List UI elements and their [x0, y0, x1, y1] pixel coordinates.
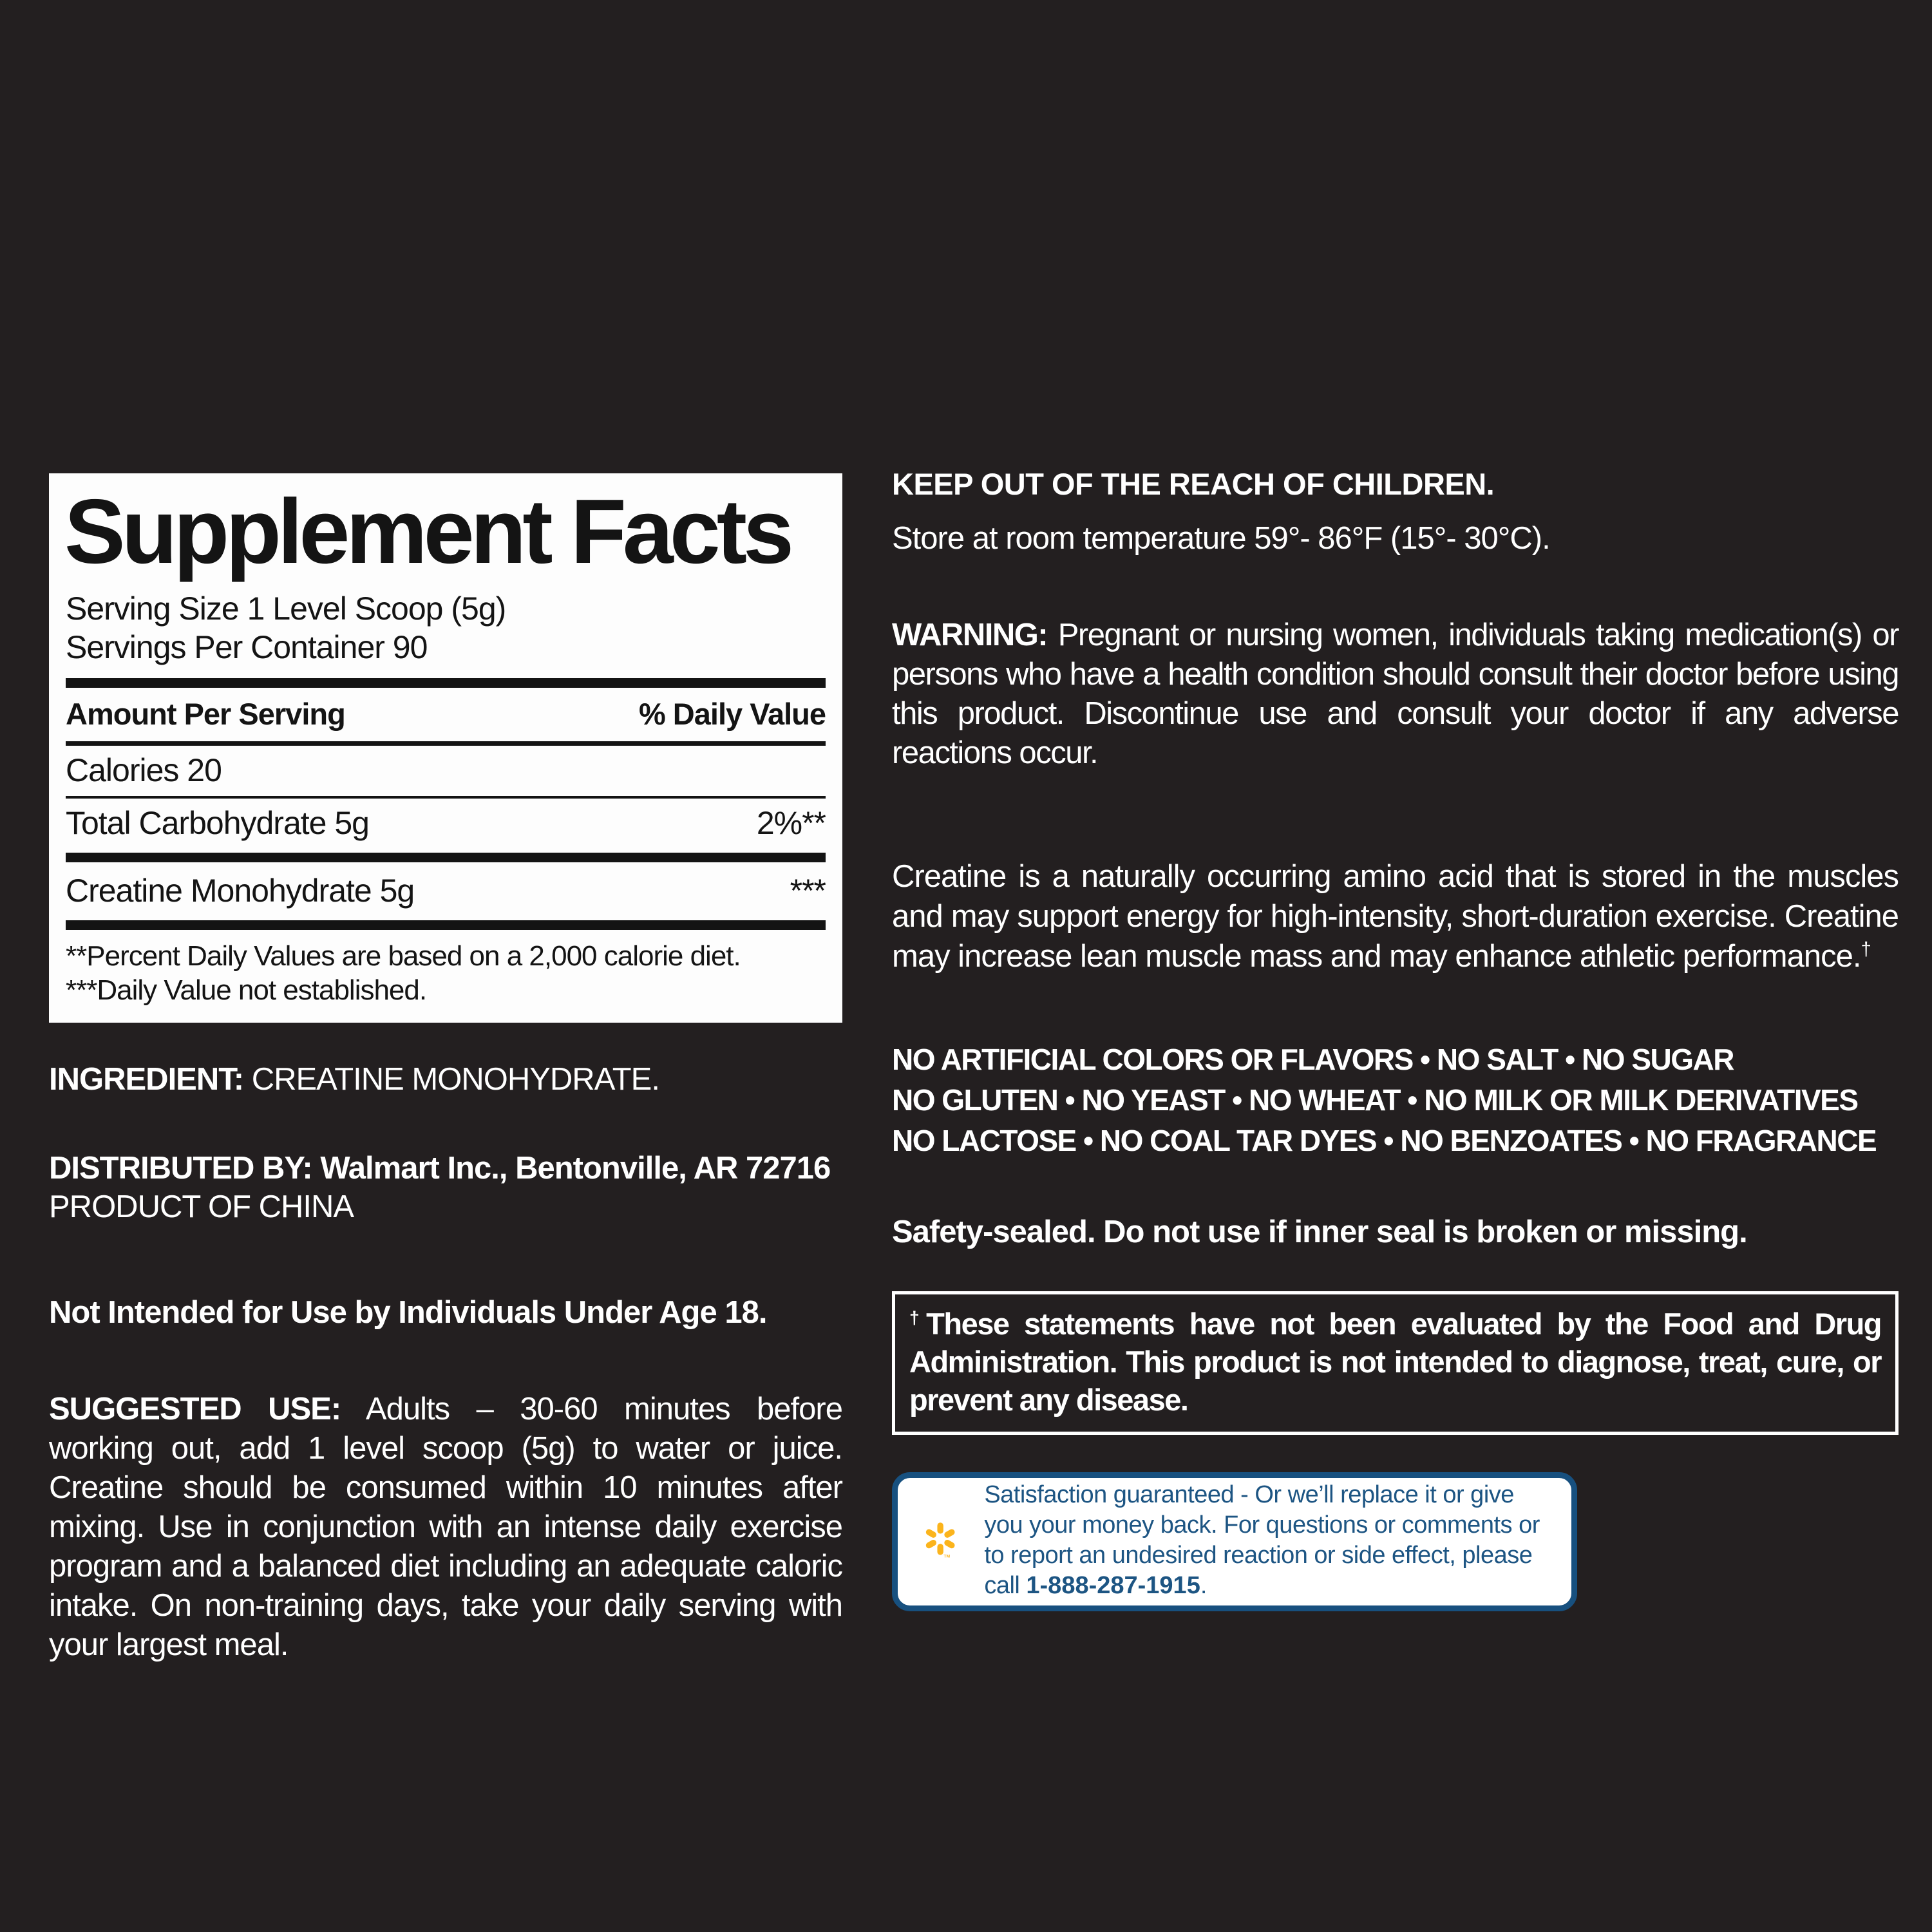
facts-header-row: [66, 688, 826, 741]
suggested-use-label: SUGGESTED USE:: [49, 1392, 341, 1426]
carbohydrate-label: Total Carbohydrate 5g: [66, 805, 369, 841]
supplement-facts-title: Supplement Facts: [64, 480, 791, 583]
footnote-daily-values: **Percent Daily Values are based on a 2,000 calorie diet.: [66, 940, 741, 972]
warning-label: WARNING:: [892, 618, 1048, 652]
right-column: [892, 465, 1899, 1611]
footnotes: [66, 939, 826, 1007]
guarantee-text-period: .: [1200, 1572, 1207, 1599]
ingredient-value: CREATINE MONOHYDRATE.: [243, 1062, 659, 1097]
table-row: [66, 799, 826, 849]
warning-paragraph: [892, 616, 1899, 773]
guarantee-text: [984, 1480, 1555, 1601]
safety-seal-notice: Safety-sealed. Do not use if inner seal is broken or missing.: [892, 1215, 1747, 1249]
dagger-mark: †: [1861, 938, 1871, 960]
distributed-by-label: DISTRIBUTED BY:: [49, 1151, 312, 1186]
no-claims-list: [892, 1039, 1899, 1161]
table-row: [66, 746, 826, 796]
daily-value-label: % Daily Value: [638, 697, 826, 731]
ingredient-line: [49, 1060, 842, 1099]
creatine-dv: ***: [790, 873, 826, 909]
tm-mark: TM: [943, 1554, 951, 1559]
age-notice: Not Intended for Use by Individuals Under Age 18.: [49, 1295, 767, 1330]
calories-label: Calories 20: [66, 752, 222, 788]
product-of-line: PRODUCT OF CHINA: [49, 1189, 354, 1224]
carbohydrate-dv: 2%**: [756, 805, 826, 841]
table-row: [66, 866, 826, 916]
fda-disclaimer-text: [909, 1305, 1881, 1419]
fda-disclaimer-body: These statements have not been evaluated by the Food and Drug Administration. This product is not intended to diagnose, treat, cure, or prevent any disease.: [909, 1307, 1881, 1417]
distributed-by-line: [49, 1149, 842, 1188]
dagger-mark: †: [909, 1307, 927, 1328]
warning-text: Pregnant or nursing women, individuals taking medication(s) or persons who have a health condition should consult their doctor before using this product. Discontinue use and consult your doctor if any adverse reactions occur.: [892, 618, 1899, 770]
keep-out-heading: KEEP OUT OF THE REACH OF CHILDREN.: [892, 467, 1495, 501]
guarantee-text-body: Satisfaction guaranteed - Or we’ll replace it or give you your money back. For questions or comments or to report an undesired reaction or side effect, please call: [984, 1481, 1540, 1599]
distributed-by-value: Walmart Inc., Bentonville, AR 72716: [312, 1151, 831, 1186]
creatine-description: [892, 857, 1899, 976]
footnote-not-established: ***Daily Value not established.: [66, 974, 427, 1006]
no-claims-line: NO GLUTEN • NO YEAST • NO WHEAT • NO MILK OR MILK DERIVATIVES: [892, 1083, 1858, 1117]
ingredient-label: INGREDIENT:: [49, 1062, 244, 1097]
no-claims-line: NO LACTOSE • NO COAL TAR DYES • NO BENZOATES • NO FRAGRANCE: [892, 1124, 1877, 1157]
supplement-facts-panel: [49, 473, 842, 1023]
divider: [66, 853, 826, 862]
suggested-use-text: Adults – 30-60 minutes before working out, add 1 level scoop (5g) to water or juice. Creatine should be consumed within 10 minutes after mixing. Use in conjunction with an intense daily exercise program and a balanced diet including an adequate caloric intake. On non-training days, take your daily serving with your largest meal.: [49, 1392, 842, 1662]
amount-per-serving-label: Amount Per Serving: [66, 697, 345, 731]
creatine-label: Creatine Monohydrate 5g: [66, 873, 415, 909]
satisfaction-guarantee-box: [892, 1472, 1577, 1611]
storage-instructions: Store at room temperature 59°- 86°F (15°- 30°C).: [892, 521, 1550, 556]
divider: [66, 741, 826, 746]
suggested-use-paragraph: [49, 1390, 842, 1665]
left-column: [49, 473, 842, 1665]
divider: [66, 920, 826, 930]
servings-per-container: Servings Per Container 90: [66, 629, 428, 665]
divider: [66, 678, 826, 688]
guarantee-phone: 1-888-287-1915: [1026, 1572, 1200, 1599]
creatine-description-text: Creatine is a naturally occurring amino acid that is stored in the muscles and may support energy for high-intensity, short-duration exercise. Creatine may increase lean muscle mass and may enhance athletic performance.: [892, 859, 1899, 974]
fda-disclaimer-box: [892, 1291, 1899, 1435]
serving-size: Serving Size 1 Level Scoop (5g): [66, 591, 506, 627]
walmart-spark-icon: [923, 1482, 957, 1599]
no-claims-line: NO ARTIFICIAL COLORS OR FLAVORS • NO SALT • NO SUGAR: [892, 1043, 1734, 1076]
